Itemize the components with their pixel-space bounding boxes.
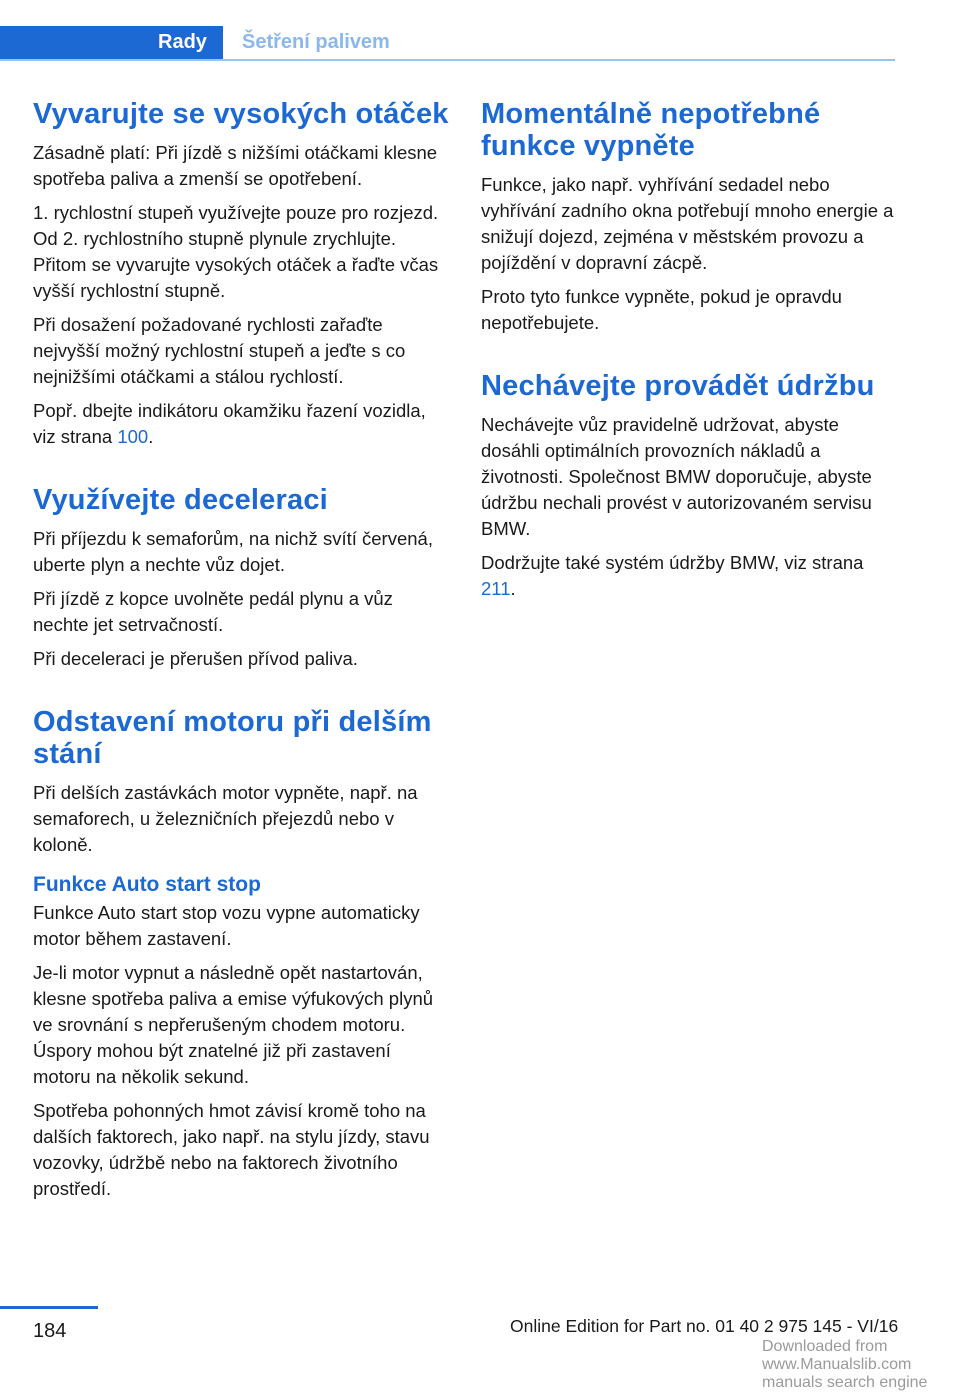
paragraph-with-link — [33, 398, 453, 450]
page-link[interactable]: 211 — [481, 578, 511, 599]
header-tab[interactable]: Šetření palivem — [242, 31, 390, 53]
page-header — [0, 0, 960, 62]
section-title: Nechávejte provádět údržbu — [481, 370, 875, 402]
paragraph: Spotřeba pohonných hmot závisí kromě toho na dalších faktorech, jako např. na stylu jízdy, stavu vozovky, údržbě nebo na faktorech životního prostředí. — [33, 1100, 430, 1199]
paragraph: Zásadně platí: Při jízdě s nižšími otáčkami klesne spotřeba paliva a zmenší se opotřebení. — [33, 142, 438, 189]
paragraph: 1. rychlostní stupeň využívejte pouze pro rozjezd. Od 2. rychlostního stupně plynule zrychlujte. Přitom se vyvarujte vysokých otáček a řaďte včas vyšší rychlostní stupně. — [33, 202, 439, 301]
section-engine-off — [33, 706, 453, 1202]
paragraph: Při deceleraci je přerušen přívod paliva. — [33, 648, 358, 669]
watermark: Downloaded from www.Manualslib.com manuals search engine — [762, 1338, 928, 1391]
right-column — [481, 98, 901, 610]
section-title: Vyvarujte se vysokých otáček — [33, 98, 449, 130]
edition-note: Online Edition for Part no. 01 40 2 975 145 - VI/16 — [510, 1316, 899, 1336]
section-title: Momentálně nepotřebné funkce vypněte — [481, 98, 821, 162]
section-deceleration — [33, 484, 453, 672]
paragraph: Funkce Auto start stop vozu vypne automaticky motor během zastavení. — [33, 902, 420, 949]
paragraph: Je-li motor vypnut a následně opět nastartován, klesne spotřeba paliva a emise výfukových plynů ve srovnání s nepřerušeným chodem motoru. Úspory mohou být znatelné již při zastavení motoru na několik sekund. — [33, 962, 434, 1087]
subsection-title: Funkce Auto start stop — [33, 873, 261, 896]
footer-rule — [0, 1306, 98, 1309]
paragraph-end: . — [148, 426, 154, 447]
paragraph: Funkce, jako např. vyhřívání sedadel nebo vyhřívání zadního okna potřebují mnoho energie a snižují dojezd, zejména v městském provozu a pojíždění v dopravní zácpě. — [481, 174, 894, 273]
paragraph: Při dosažení požadované rychlosti zařaďte nejvyšší možný rychlostní stupeň a jeďte s co nejnižšími otáčkami a stálou rychlostí. — [33, 314, 406, 387]
section-title: Odstavení motoru při delším stání — [33, 706, 432, 770]
paragraph-end: . — [510, 578, 516, 599]
page-link[interactable]: 100 — [117, 426, 149, 447]
paragraph-with-link — [481, 550, 901, 602]
header-rule — [0, 59, 895, 61]
left-column — [33, 98, 453, 1210]
paragraph-text: Popř. dbejte indikátoru okamžiku řazení vozidla, viz strana — [33, 400, 426, 447]
header-tab-active[interactable]: Rady — [158, 31, 207, 53]
paragraph: Při delších zastávkách motor vypněte, např. na semaforech, u železničních přejezdů nebo v koloně. — [33, 782, 418, 855]
paragraph: Proto tyto funkce vypněte, pokud je opravdu nepotřebujete. — [481, 286, 842, 333]
page-number: 184 — [33, 1320, 67, 1342]
paragraph: Při jízdě z kopce uvolněte pedál plynu a vůz nechte jet setrvačností. — [33, 588, 393, 635]
section-maintenance — [481, 370, 901, 602]
section-high-rpm — [33, 98, 453, 450]
paragraph: Nechávejte vůz pravidelně udržovat, abyste dosáhli optimálních provozních nákladů a životnosti. Společnost BMW doporučuje, abyste údržbu nechali provést v autorizovaném servisu BMW. — [481, 414, 872, 539]
paragraph-text: Dodržujte také systém údržby BMW, viz strana — [481, 552, 864, 573]
section-title: Využívejte deceleraci — [33, 484, 328, 516]
paragraph: Při příjezdu k semaforům, na nichž svítí červená, uberte plyn a nechte vůz dojet. — [33, 528, 433, 575]
section-unneeded-functions — [481, 98, 901, 336]
